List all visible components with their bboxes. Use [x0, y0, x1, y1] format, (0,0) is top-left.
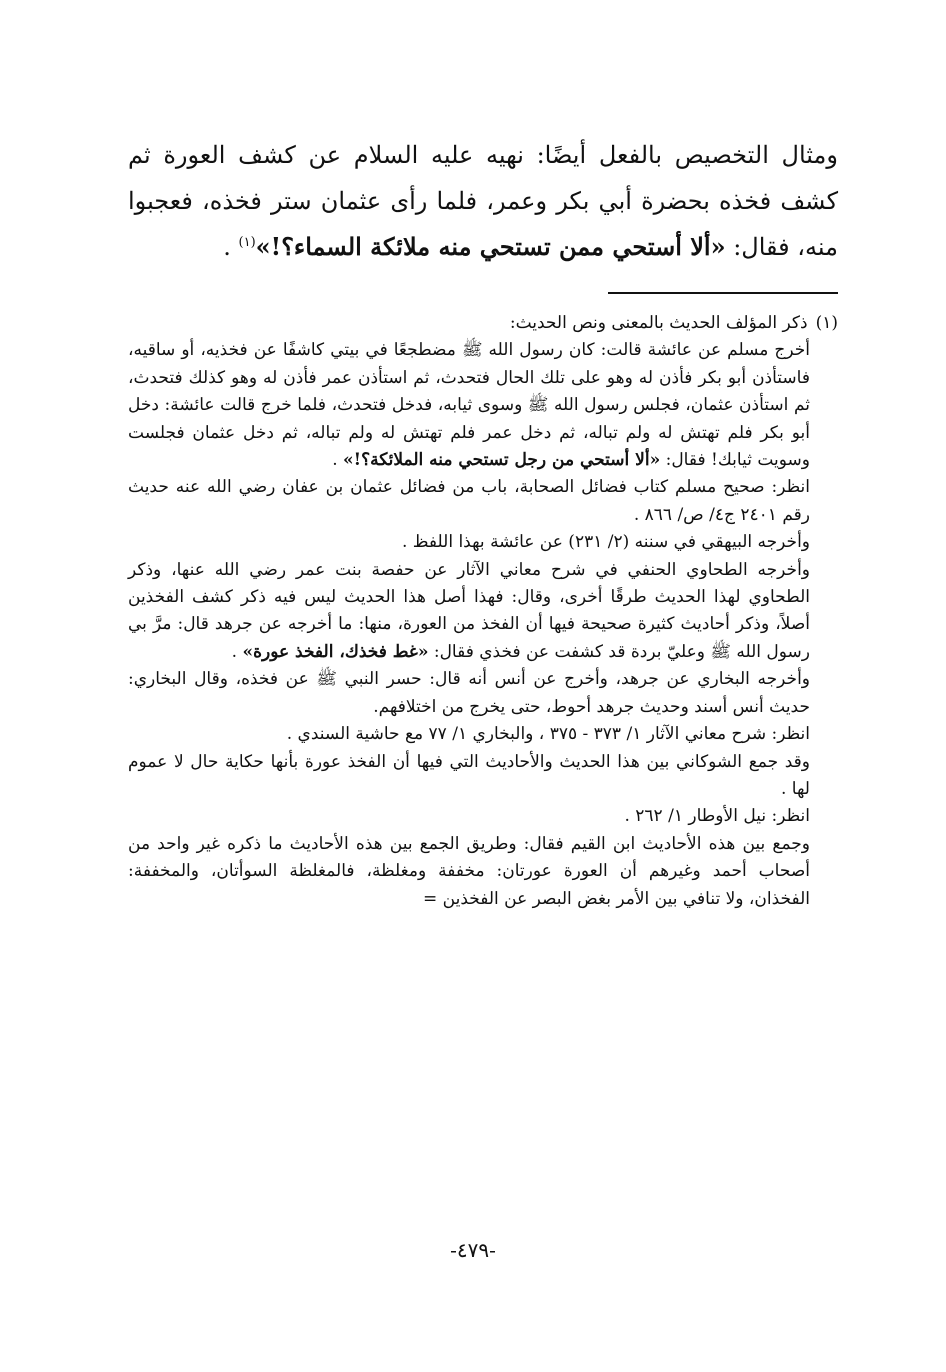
footnote-paragraph-reference-nayl: انظر: نيل الأوطار ١/ ٢٦٢ .	[624, 806, 810, 827]
footnotes-block	[128, 310, 838, 913]
footnote-paragraph-reference-tahawi: انظر: شرح معاني الآثار ١/ ٣٧٣ - ٣٧٥ ، والبخاري ١/ ٧٧ مع حاشية السندي .	[286, 724, 810, 745]
main-paragraph-end: .	[223, 233, 239, 261]
footnote-hadith-quote: «ألا أستحي من رجل تستحي منه الملائكة؟!»	[343, 450, 661, 471]
footnote-paragraph-reference-muslim: انظر: صحيح مسلم كتاب فضائل الصحابة، باب من فضائل عثمان بن عفان رضي الله عنه حديث رقم ٢٤٠١ ج٤/ ص/ ٨٦٦ .	[128, 477, 810, 525]
footnote-reference[interactable]: (١)	[238, 235, 256, 250]
main-paragraph-start: ومثال التخصيص بالفعل أيضًا: نهيه عليه السلام عن كشف العورة ثم كشف فخذه بحضرة أبي بكر وعمر، فلما رأى عثمان ستر فخذه، فعجبوا منه، فقال:	[128, 141, 838, 261]
footnote-divider	[608, 292, 838, 294]
footnote-paragraph-bayhaqi: وأخرجه البيهقي في سننه (٢/ ٢٣١) عن عائشة بهذا اللفظ .	[401, 532, 810, 553]
main-hadith-quote: «ألا أستحي ممن تستحي منه ملائكة السماء؟!»	[255, 232, 726, 261]
footnote-paragraph-tahawi-end: .	[231, 641, 243, 662]
page-number: -٤٧٩-	[450, 1238, 496, 1262]
main-text-block	[128, 132, 838, 270]
footnote-paragraph-muslim	[128, 337, 810, 474]
footnote-jarhad-quote: «غط فخذك، الفخذ عورة»	[242, 641, 429, 662]
footnote-paragraph-ibn-qayyim: وجمع بين هذه الأحاديث ابن القيم فقال: وطريق الجمع بين هذه الأحاديث ما ذكره غير واحد من أصحاب أحمد وغيرهم أن العورة عورتان: مخففة ومغلظة، فالمغلظة السوأتان، والمخففة: الفخذان، ولا تنافي بين الأمر بغض البصر عن الفخذين =	[128, 833, 810, 909]
footnote-paragraph-tahawi-text: وأخرجه الطحاوي الحنفي في شرح معاني الآثار عن حفصة بنت عمر رضي الله عنها، وذكر الطحاوي لهذا الحديث طرقًا أخرى، وقال: فهذا أصل هذا الحديث ليس فيه ذكر كشف الفخذين أصلاً، وذكر أحاديث كثيرة صحيحة فيها أن الفخذ من العورة، منها: ما أخرجه عن جرهد قال: مرَّ بي رسول الله ﷺ وعليّ بردة قد كشفت عن فخذي فقال:	[128, 559, 810, 662]
footnote-paragraph-bukhari: وأخرجه البخاري عن جرهد، وأخرج عن أنس أنه قال: حسر النبي ﷺ عن فخذه، وقال البخاري: حديث أنس أسند وحديث جرهد أحوط، حتى يخرج من اختلافهم.	[128, 669, 810, 717]
footnote-number: (١)	[815, 313, 838, 333]
footnote-heading	[128, 310, 838, 337]
footnote-intro: ذكر المؤلف الحديث بالمعنى ونص الحديث:	[509, 313, 808, 333]
footnote-paragraph-muslim-text: أخرج مسلم عن عائشة قالت: كان رسول الله ﷺ مضطجعًا في بيتي كاشفًا عن فخذيه، أو ساقيه، فاستأذن أبو بكر فأذن له وهو على تلك الحال فتحدث، ثم استأذن عمر فأذن له وهو كذلك فتحدث، ثم استأذن عثمان، فجلس رسول الله ﷺ وسوى ثيابه، فدخل فتحدث، فلما خرج قالت عائشة: دخل أبو بكر فلم تهتش له ولم تباله، ثم دخل عمر فلم تهتش له ولم تباله، ثم دخل عثمان فجلست وسويت ثيابك! فقال:	[128, 340, 810, 471]
footnote-body	[128, 337, 810, 913]
footnote-paragraph-muslim-end: .	[332, 450, 344, 471]
footnote-paragraph-tahawi	[128, 557, 810, 667]
main-paragraph	[128, 132, 838, 270]
footnote-paragraph-shawkani: وقد جمع الشوكاني بين هذا الحديث والأحاديث التي فيها أن الفخذ عورة بأنها حكاية حال لا عموم لها .	[128, 751, 810, 799]
